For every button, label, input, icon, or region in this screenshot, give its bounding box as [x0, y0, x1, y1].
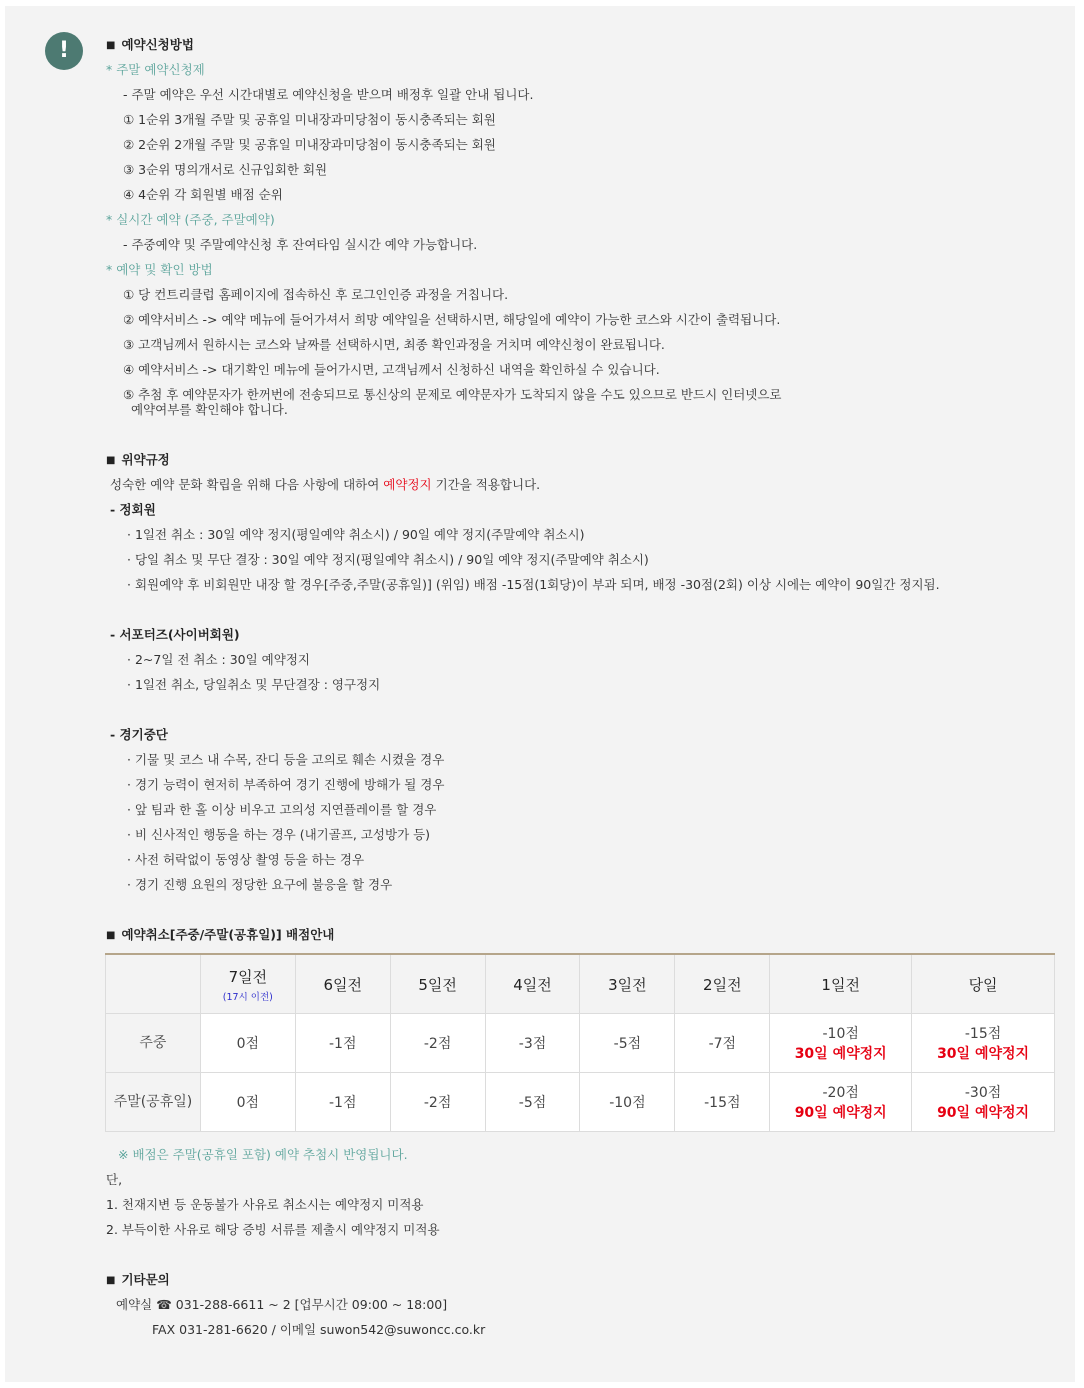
- weekend-desc: - 주말 예약은 우선 시간대별로 예약신청을 받으며 배정후 일괄 안내 됩니다.: [123, 87, 534, 102]
- confirm-item: ④ 예약서비스 -> 대기확인 메뉴에 들어가시면, 고객님께서 신청하신 내역을 확인하실 수 있습니다.: [123, 362, 660, 377]
- game-stop-title: - 경기중단: [110, 727, 168, 742]
- supporter-title: - 서포터즈(사이버회원): [110, 627, 240, 642]
- contact-heading: ■ 기타문의: [106, 1272, 170, 1287]
- table-cell: -15점: [675, 1073, 770, 1132]
- supporter-item: · 2~7일 전 취소 : 30일 예약정지: [127, 652, 310, 667]
- table-cell: -10점: [580, 1073, 675, 1132]
- square-bullet-icon: ■: [106, 40, 116, 51]
- contact-fax-email: FAX 031-281-6620 / 이메일 suwon542@suwoncc.co.kr: [152, 1322, 486, 1337]
- column-header: 3일전: [580, 954, 675, 1014]
- confirm-item: ⑤ 추첨 후 예약문자가 한꺼번에 전송되므로 통신상의 문제로 예약문자가 도착되지 않을 수도 있으므로 반드시 인터넷으로: [123, 387, 782, 402]
- penalty-intro: 성숙한 예약 문화 확립을 위해 다음 사항에 대하여 예약정지 기간을 적용합니다.: [110, 477, 541, 492]
- suspension-label: 30일 예약정지: [937, 1046, 1030, 1062]
- table-cell: -2점: [390, 1014, 485, 1073]
- table-cell: -1점: [295, 1014, 390, 1073]
- confirm-item: ① 당 컨트리클럽 홈페이지에 접속하신 후 로그인인증 과정을 거칩니다.: [123, 287, 509, 302]
- regular-member-item: · 당일 취소 및 무단 결장 : 30일 예약 정지(평일예약 취소시) / 90일 예약 정지(주말예약 취소시): [127, 552, 649, 567]
- game-stop-item: · 기물 및 코스 내 수목, 잔디 등을 고의로 훼손 시켰을 경우: [127, 752, 445, 767]
- suspension-label: 90일 예약정지: [794, 1105, 887, 1121]
- suspension-label: 30일 예약정지: [794, 1046, 887, 1062]
- exception-item: 2. 부득이한 사유로 해당 증빙 서류를 제출시 예약정지 미적용: [106, 1222, 440, 1237]
- exclamation-icon: !: [45, 32, 83, 70]
- column-header: 4일전: [485, 954, 580, 1014]
- weekend-item: ② 2순위 2개월 주말 및 공휴일 미내장과미당첨이 동시충족되는 회원: [123, 137, 496, 152]
- table-cell: -3점: [485, 1014, 580, 1073]
- table-cell: -7점: [675, 1014, 770, 1073]
- table-cell: -15점 30일 예약정지: [912, 1014, 1055, 1073]
- realtime-desc: - 주중예약 및 주말예약신청 후 잔여타임 실시간 예약 가능합니다.: [123, 237, 478, 252]
- game-stop-item: · 경기 능력이 현저히 부족하여 경기 진행에 방해가 될 경우: [127, 777, 445, 792]
- table-cell: 0점: [200, 1073, 295, 1132]
- confirm-item: ② 예약서비스 -> 예약 메뉴에 들어가셔서 희망 예약일을 선택하시면, 해당일에 예약이 가능한 코스와 시간이 출력됩니다.: [123, 312, 781, 327]
- game-stop-item: · 비 신사적인 행동을 하는 경우 (내기골프, 고성방가 등): [127, 827, 431, 842]
- table-cell: -5점: [485, 1073, 580, 1132]
- column-header: 6일전: [295, 954, 390, 1014]
- table-row: [106, 1014, 1055, 1073]
- table-cell: -20점 90일 예약정지: [770, 1073, 912, 1132]
- weekend-item: ③ 3순위 명의개서로 신규입회한 회원: [123, 162, 328, 177]
- game-stop-item: · 앞 팀과 한 홀 이상 비우고 고의성 지연플레이를 할 경우: [127, 802, 437, 817]
- cancel-table-heading: ■ 예약취소[주중/주말(공휴일)] 배점안내: [106, 927, 335, 942]
- table-header-row: [106, 954, 1055, 1014]
- cancel-penalty-table: [105, 953, 1055, 1132]
- table-cell: 0점: [200, 1014, 295, 1073]
- table-row: [106, 1073, 1055, 1132]
- column-header: 5일전: [390, 954, 485, 1014]
- row-header: 주말(공휴일): [106, 1073, 201, 1132]
- suspension-label: 90일 예약정지: [937, 1105, 1030, 1121]
- table-cell: -10점 30일 예약정지: [770, 1014, 912, 1073]
- column-header: 당일: [912, 954, 1055, 1014]
- regular-member-item: · 1일전 취소 : 30일 예약 정지(평일예약 취소시) / 90일 예약 정지(주말예약 취소시): [127, 527, 585, 542]
- game-stop-item: · 사전 허락없이 동영상 촬영 등을 하는 경우: [127, 852, 365, 867]
- column-header: 1일전: [770, 954, 912, 1014]
- exceptions-title: 단,: [106, 1172, 123, 1187]
- confirm-title: * 예약 및 확인 방법: [106, 262, 213, 277]
- weekend-title: * 주말 예약신청제: [106, 62, 205, 77]
- table-cell: -1점: [295, 1073, 390, 1132]
- table-note: ※ 배점은 주말(공휴일 포함) 예약 추첨시 반영됩니다.: [118, 1147, 408, 1162]
- table-cell: -2점: [390, 1073, 485, 1132]
- confirm-item-continued: 예약여부를 확인해야 합니다.: [131, 402, 288, 417]
- column-header-note: (17시 이전): [222, 991, 273, 1003]
- column-header: 2일전: [675, 954, 770, 1014]
- column-header: 7일전 (17시 이전): [200, 954, 295, 1014]
- table-cell: -30점 90일 예약정지: [912, 1073, 1055, 1132]
- supporter-item: · 1일전 취소, 당일취소 및 무단결장 : 영구정지: [127, 677, 381, 692]
- penalty-heading: ■ 위약규정: [106, 452, 170, 467]
- regular-member-item: · 회원예약 후 비회원만 내장 할 경우[주중,주말(공휴일)] (위임) 배점 -15점(1회당)이 부과 되며, 배정 -30점(2회) 이상 시에는 예약이 90일간 정지됨.: [127, 577, 940, 592]
- game-stop-item: · 경기 진행 요원의 정당한 요구에 불응을 할 경우: [127, 877, 393, 892]
- table-corner-cell: [106, 954, 201, 1014]
- exception-item: 1. 천재지변 등 운동불가 사유로 취소시는 예약정지 미적용: [106, 1197, 424, 1212]
- table-cell: -5점: [580, 1014, 675, 1073]
- regular-member-title: - 정회원: [110, 502, 156, 517]
- confirm-item: ③ 고객님께서 원하시는 코스와 날짜를 선택하시면, 최종 확인과정을 거치며 예약신청이 완료됩니다.: [123, 337, 665, 352]
- realtime-title: * 실시간 예약 (주중, 주말예약): [106, 212, 275, 227]
- square-bullet-icon: ■: [106, 455, 116, 466]
- square-bullet-icon: ■: [106, 1275, 116, 1286]
- penalty-intro-highlight: 예약정지: [383, 477, 432, 492]
- reservation-heading: ■ 예약신청방법: [106, 37, 194, 52]
- contact-phone: 예약실 ☎ 031-288-6611 ~ 2 [업무시간 09:00 ~ 18:00]: [116, 1297, 448, 1312]
- square-bullet-icon: ■: [106, 930, 116, 941]
- weekend-item: ① 1순위 3개월 주말 및 공휴일 미내장과미당첨이 동시충족되는 회원: [123, 112, 496, 127]
- row-header: 주중: [106, 1014, 201, 1073]
- weekend-item: ④ 4순위 각 회원별 배점 순위: [123, 187, 283, 202]
